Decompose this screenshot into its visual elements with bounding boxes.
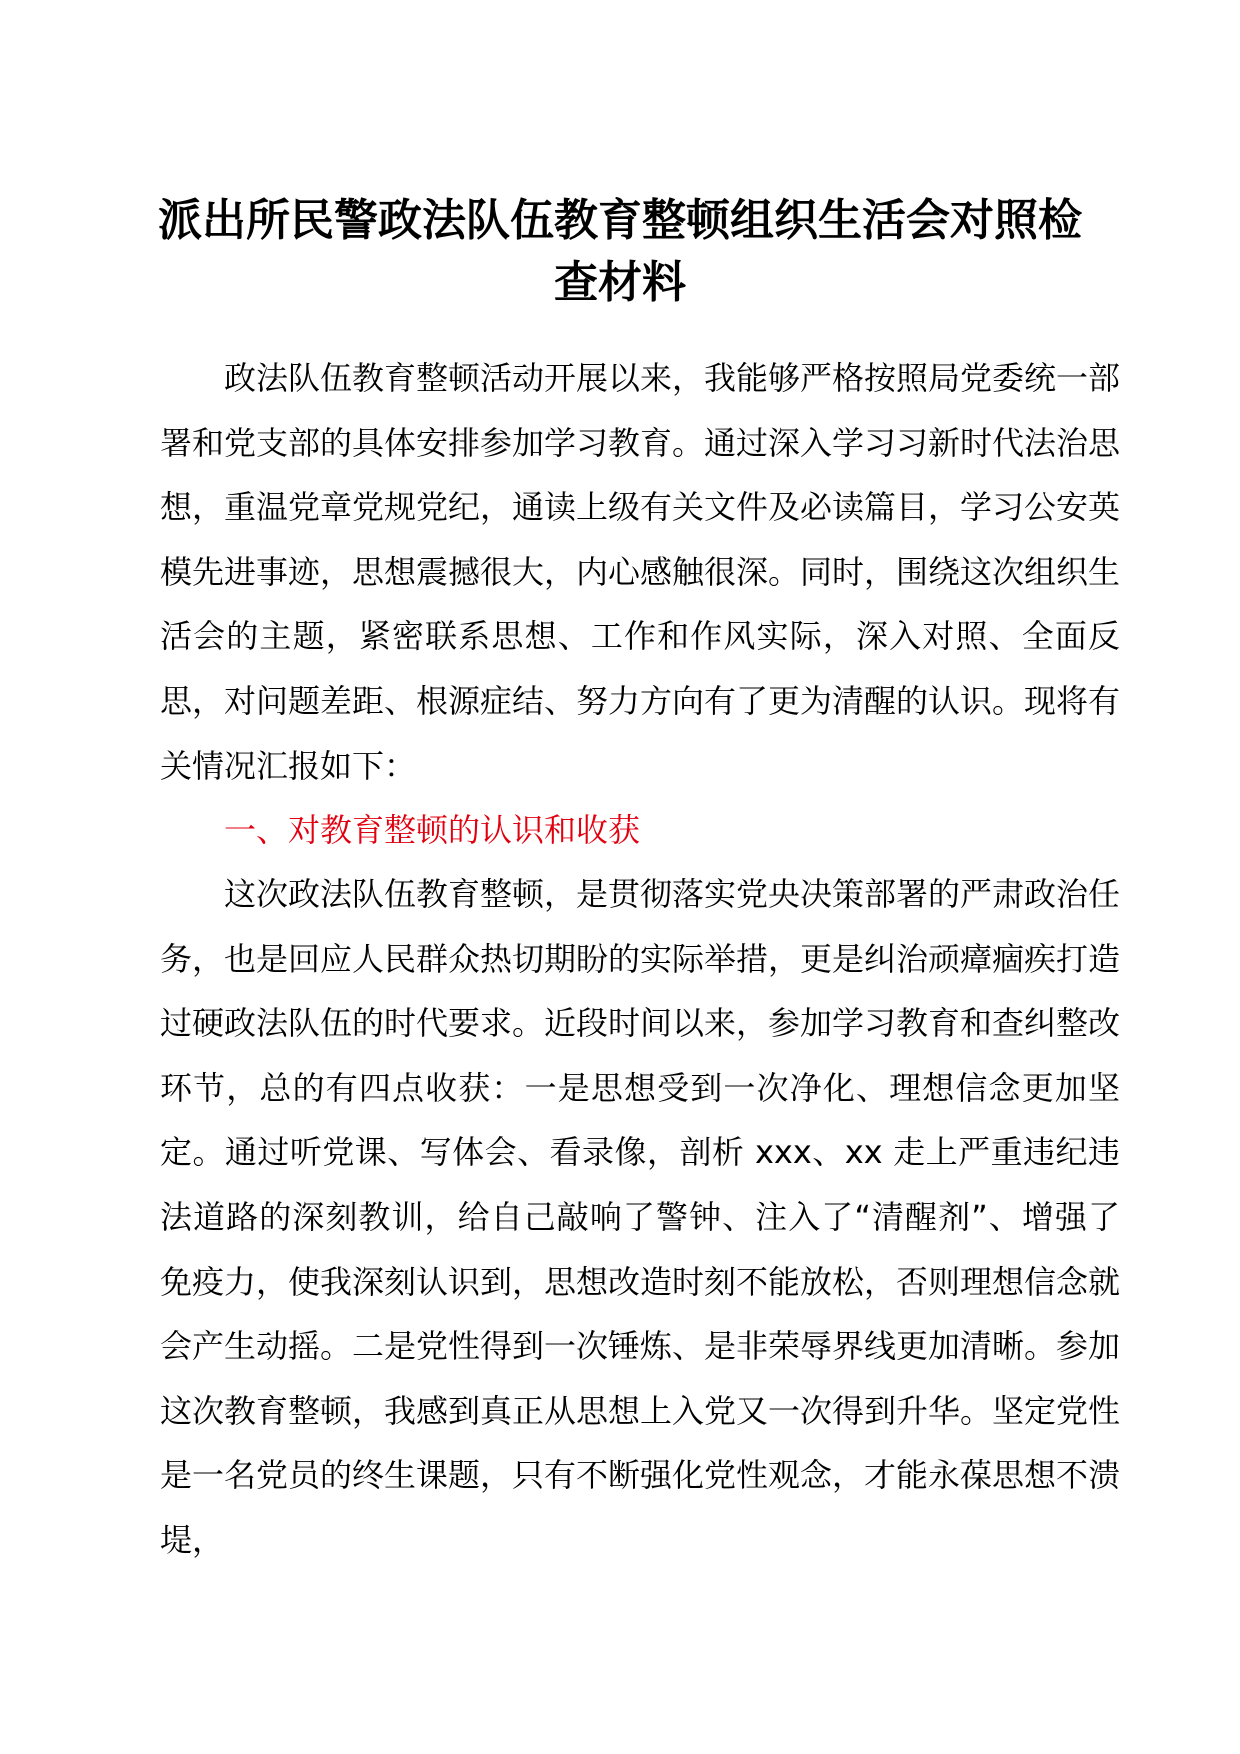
- section-heading: 一、对教育整顿的认识和收获: [224, 811, 641, 849]
- section-paragraph: 这次政法队伍教育整顿，是贯彻落实党央决策部署的严肃政治任务，也是回应人民群众热切期盼的实际举措，更是纠治顽瘴痼疾打造过硬政法队伍的时代要求。近段时间以来，参加学习教育和查纠整改环节，总的有四点收获：一是思想受到一次净化、理想信念更加坚定。通过听党课、写体会、看录像，剖析 xxx、xx 走上严重违纪违法道路的深刻教训，给自己敲响了警钟、注入了“清醒剂”、增强了免疫力，使我深刻认识到，思想改造时刻不能放松，否则理想信念就会产生动摇。二是党性得到一次锤炼、是非荣辱界线更加清晰。参加这次教育整顿，我感到真正从思想上入党又一次得到升华。坚定党性是一名党员的终生课题，只有不断强化党性观念，才能永葆思想不溃堤，: [160, 875, 1121, 1559]
- document-title: 派出所民警政法队伍教育整顿组织生活会对照检查材料: [158, 195, 1082, 308]
- intro-paragraph: 政法队伍教育整顿活动开展以来，我能够严格按照局党委统一部署和党支部的具体安排参加学习教育。通过深入学习习新时代法治思想，重温党章党规党纪，通读上级有关文件及必读篇目，学习公安英模先进事迹，思想震撼很大，内心感触很深。同时，围绕这次组织生活会的主题，紧密联系思想、工作和作风实际，深入对照、全面反思，对问题差距、根源症结、努力方向有了更为清醒的认识。现将有关情况汇报如下：: [160, 359, 1121, 785]
